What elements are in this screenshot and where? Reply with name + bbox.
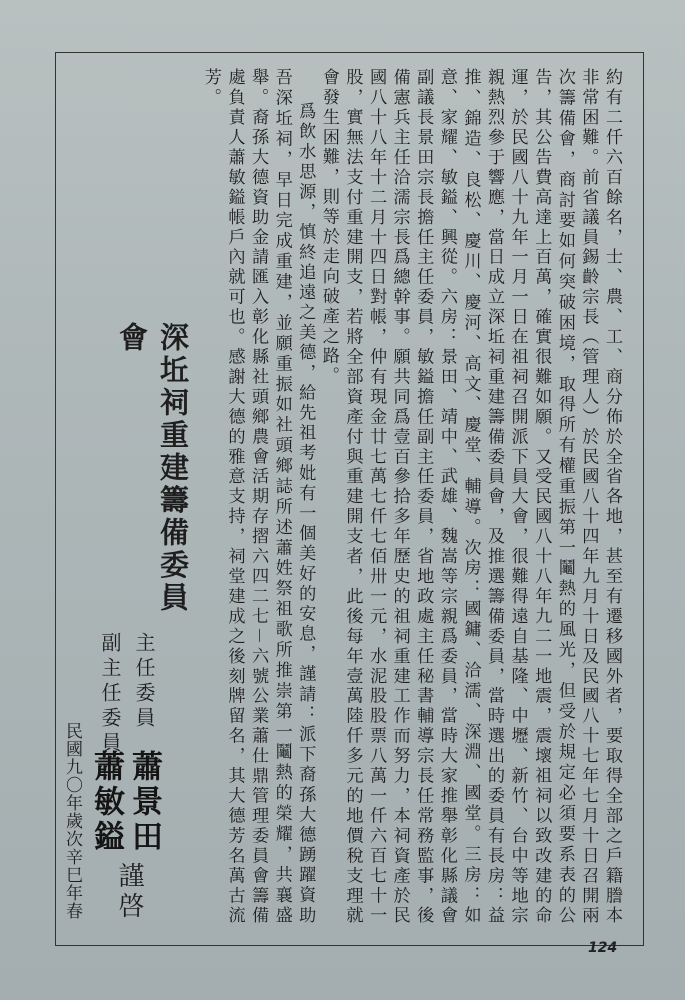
letter-body xyxy=(165,68,623,926)
paragraph-2: 爲飲水思源，慎終追遠之美德，給先祖考妣有一個美好的安息，謹請：派下裔孫大德踴躍資助吾深坵祠，早日完成重建，並願重振如社頭鄉誌所述蕭姓祭祖歌所推崇第一鬮熱的榮耀，共襄盛舉。裔孫大德資助金請匯入彰化縣社頭鄉農會活期存摺六四二七－六號公業蕭仕鼎管理委員會籌備處負責人蕭敏鎰帳戶內就可也。感謝大德的雅意支持，祠堂建成之後刻牌留名，其大德芳名萬古流芳。 xyxy=(200,68,316,926)
chair-name: 蕭景田 xyxy=(126,750,162,855)
committee-name: 深坵祠重建籌備委員會 xyxy=(115,322,190,615)
letter-date: 民國九〇年歲次辛巳年春 xyxy=(62,722,82,920)
paragraph-1: 約有二仟六百餘名，士、農、工、商分佈於全省各地，甚至有遷移國外者，要取得全部之戶籍謄本非常困難。前省議員錫齡宗長（管理人）於民國八十四年九月十日及民國八十七年七月十日召開兩次籌備會，商討要如何突破困境，取得所有權重振第一鬮熱的風光，但受於規定必須要系表的公告，其公告費高達上百萬，確實很難如願。又受民國八十八年九二一地震，震壞祖祠以致改建的命運，於民國八十九年一月一日在祖祠召開派下員大會，很難得遠自基隆、中壢、新竹、台中等地宗親熱烈參于響應，當日成立深坵祠重建籌備委員會，及推選籌備委員，當時選出的委員有長房：益推、錦造、良松、慶川、慶河、高文、慶堂、輔導。次房：國鏞、洽濡、深淵、國堂。三房：如意、家耀、敏鎰、興從。六房：景田、靖中、武雄、魏嵩等宗親爲委員，當時大家推舉彰化縣議會副議長景田宗長擔任主任委員，敏鎰擔任副主任委員，省地政處主任秘書輔導宗長任常務監事，後備憲兵主任洽濡宗長爲總幹事。願共同爲壹百參拾多年歷史的祖祠重建工作而努力，本祠資產於民國八十八年十二月十四日對帳，仲有現金廿七萬七仟七佰卅一元，水泥股股票八萬一仟六百七十一股，實無法支付重建開支，若將全部資產付與重建開支者，此後每年壹萬陸仟多元的地價稅支理就會發生困難，則等於走向破產之路。 xyxy=(318,68,622,926)
vice-chair-title: 副主任委員 xyxy=(98,632,122,757)
vice-chair-name: 蕭敏鎰 xyxy=(88,750,124,855)
chair-title: 主任委員 xyxy=(132,632,156,732)
closing-remark: 謹啓 xyxy=(114,862,144,922)
page-number: 124 xyxy=(588,940,618,956)
